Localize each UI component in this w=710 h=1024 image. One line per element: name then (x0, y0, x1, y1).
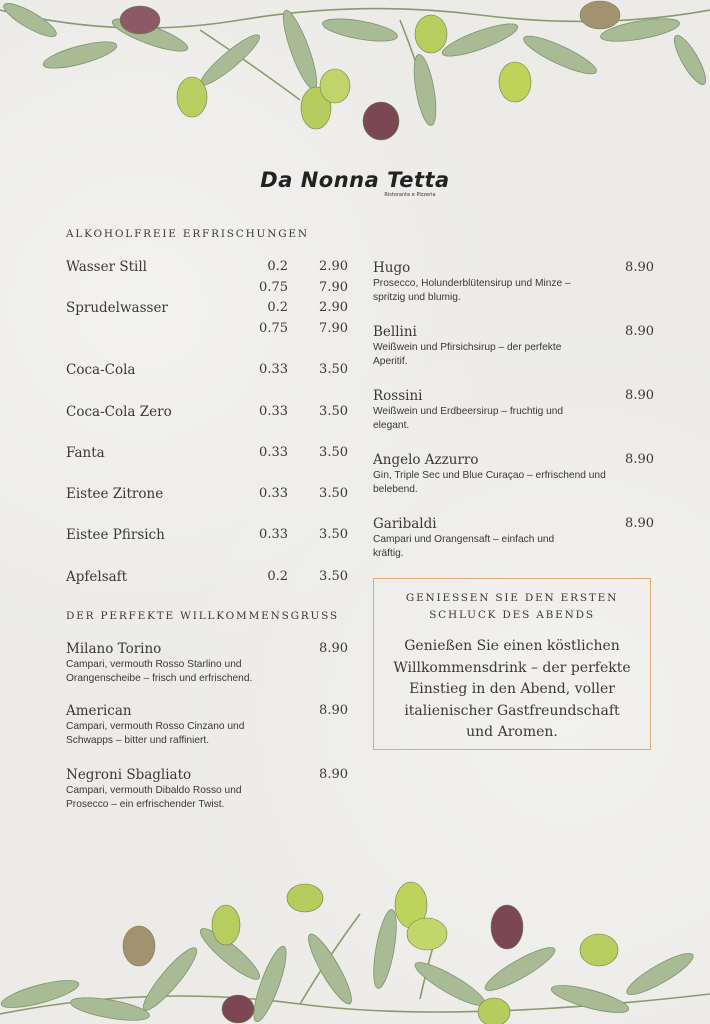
item-name: Fanta (66, 445, 105, 461)
item-name: Milano Torino (66, 641, 162, 657)
item-price: 8.90 (625, 324, 654, 339)
menu-row (66, 259, 348, 277)
menu-row (66, 486, 348, 504)
item-price: 8.90 (625, 388, 654, 403)
item-size: 0.2 (267, 259, 288, 274)
item-price: 3.50 (319, 486, 348, 501)
menu-row (66, 280, 348, 298)
item-description: Gin, Triple Sec und Blue Curaçao – erfrischend und belebend. (373, 470, 606, 495)
item-name: Coca-Cola (66, 362, 136, 378)
item-size: 0.75 (259, 321, 288, 336)
item-description: Prosecco, Holunderblütensirup und Minze – spritzig und blumig. (373, 278, 571, 303)
menu-item (66, 703, 348, 748)
item-name: Coca-Cola Zero (66, 404, 172, 420)
item-size: 0.75 (259, 280, 288, 295)
item-description: Campari, vermouth Rosso Starlino und Orangenscheibe – frisch und erfrischend. (66, 659, 253, 684)
item-name: Eistee Zitrone (66, 486, 164, 502)
item-price: 2.90 (319, 259, 348, 274)
item-description: Weißwein und Pfirsichsirup – der perfekte Aperitif. (373, 342, 562, 367)
item-name: Wasser Still (66, 259, 147, 275)
item-size: 0.33 (259, 486, 288, 501)
menu-row (66, 362, 348, 380)
item-description: Campari, vermouth Dibaldo Rosso und Prosecco – ein erfrischender Twist. (66, 785, 242, 810)
menu-row (66, 445, 348, 463)
restaurant-logo (0, 168, 710, 198)
menu-row (66, 569, 348, 587)
item-price: 3.50 (319, 445, 348, 460)
item-price: 8.90 (319, 767, 348, 782)
item-name: Sprudelwasser (66, 300, 168, 316)
olive-branch-top-decoration (0, 0, 710, 150)
menu-item (373, 324, 654, 369)
item-price: 7.90 (319, 280, 348, 295)
item-size: 0.2 (267, 569, 288, 584)
menu-item (66, 767, 348, 812)
olive-branch-bottom-decoration (0, 874, 710, 1024)
item-name: Angelo Azzurro (373, 452, 479, 468)
item-size: 0.33 (259, 445, 288, 460)
logo-subtitle: Ristorante e Pizzeria (384, 192, 436, 198)
promo-text: Genießen Sie einen köstlichen Willkommensdrink – der perfekte Einstieg in den Abend, voller italienischer Gastfreundschaft und Aromen. (393, 638, 631, 740)
item-size: 0.2 (267, 300, 288, 315)
item-price: 3.50 (319, 404, 348, 419)
item-name: Bellini (373, 324, 417, 340)
menu-row (66, 527, 348, 545)
item-price: 3.50 (319, 527, 348, 542)
item-name: Negroni Sbagliato (66, 767, 192, 783)
item-size: 0.33 (259, 404, 288, 419)
menu-item (373, 516, 654, 561)
item-name: Apfelsaft (66, 569, 128, 585)
item-price: 8.90 (319, 703, 348, 718)
item-size: 0.33 (259, 527, 288, 542)
menu-item (373, 388, 654, 433)
item-price: 3.50 (319, 569, 348, 584)
item-price: 8.90 (625, 452, 654, 467)
menu-row (66, 321, 348, 339)
item-size: 0.33 (259, 362, 288, 377)
item-description: Campari, vermouth Rosso Cinzano und Schwapps – bitter und raffiniert. (66, 721, 245, 746)
welcome-section-title: DER PERFEKTE WILLKOMMENSGRUSS (66, 610, 339, 622)
menu-row (66, 300, 348, 318)
item-price: 8.90 (625, 516, 654, 531)
item-price: 2.90 (319, 300, 348, 315)
item-name: Rossini (373, 388, 423, 404)
item-price: 3.50 (319, 362, 348, 377)
menu-item (66, 641, 348, 686)
item-description: Campari und Orangensaft – einfach und kräftig. (373, 534, 555, 559)
item-name: Garibaldi (373, 516, 437, 532)
item-price: 8.90 (319, 641, 348, 656)
item-description: Weißwein und Erdbeersirup – fruchtig und elegant. (373, 406, 564, 431)
item-name: Eistee Pfirsich (66, 527, 165, 543)
item-name: American (66, 703, 132, 719)
menu-item (373, 260, 654, 305)
item-price: 8.90 (625, 260, 654, 275)
nonalcoholic-section-title: ALKOHOLFREIE ERFRISCHUNGEN (66, 228, 309, 240)
logo-name: Da Nonna Tetta (260, 168, 450, 192)
promo-title: GENIESSEN SIE DEN ERSTEN SCHLUCK DES ABENDS (405, 592, 619, 621)
promo-box (373, 578, 651, 750)
item-price: 7.90 (319, 321, 348, 336)
item-name: Hugo (373, 260, 411, 276)
menu-item (373, 452, 654, 497)
menu-row (66, 404, 348, 422)
